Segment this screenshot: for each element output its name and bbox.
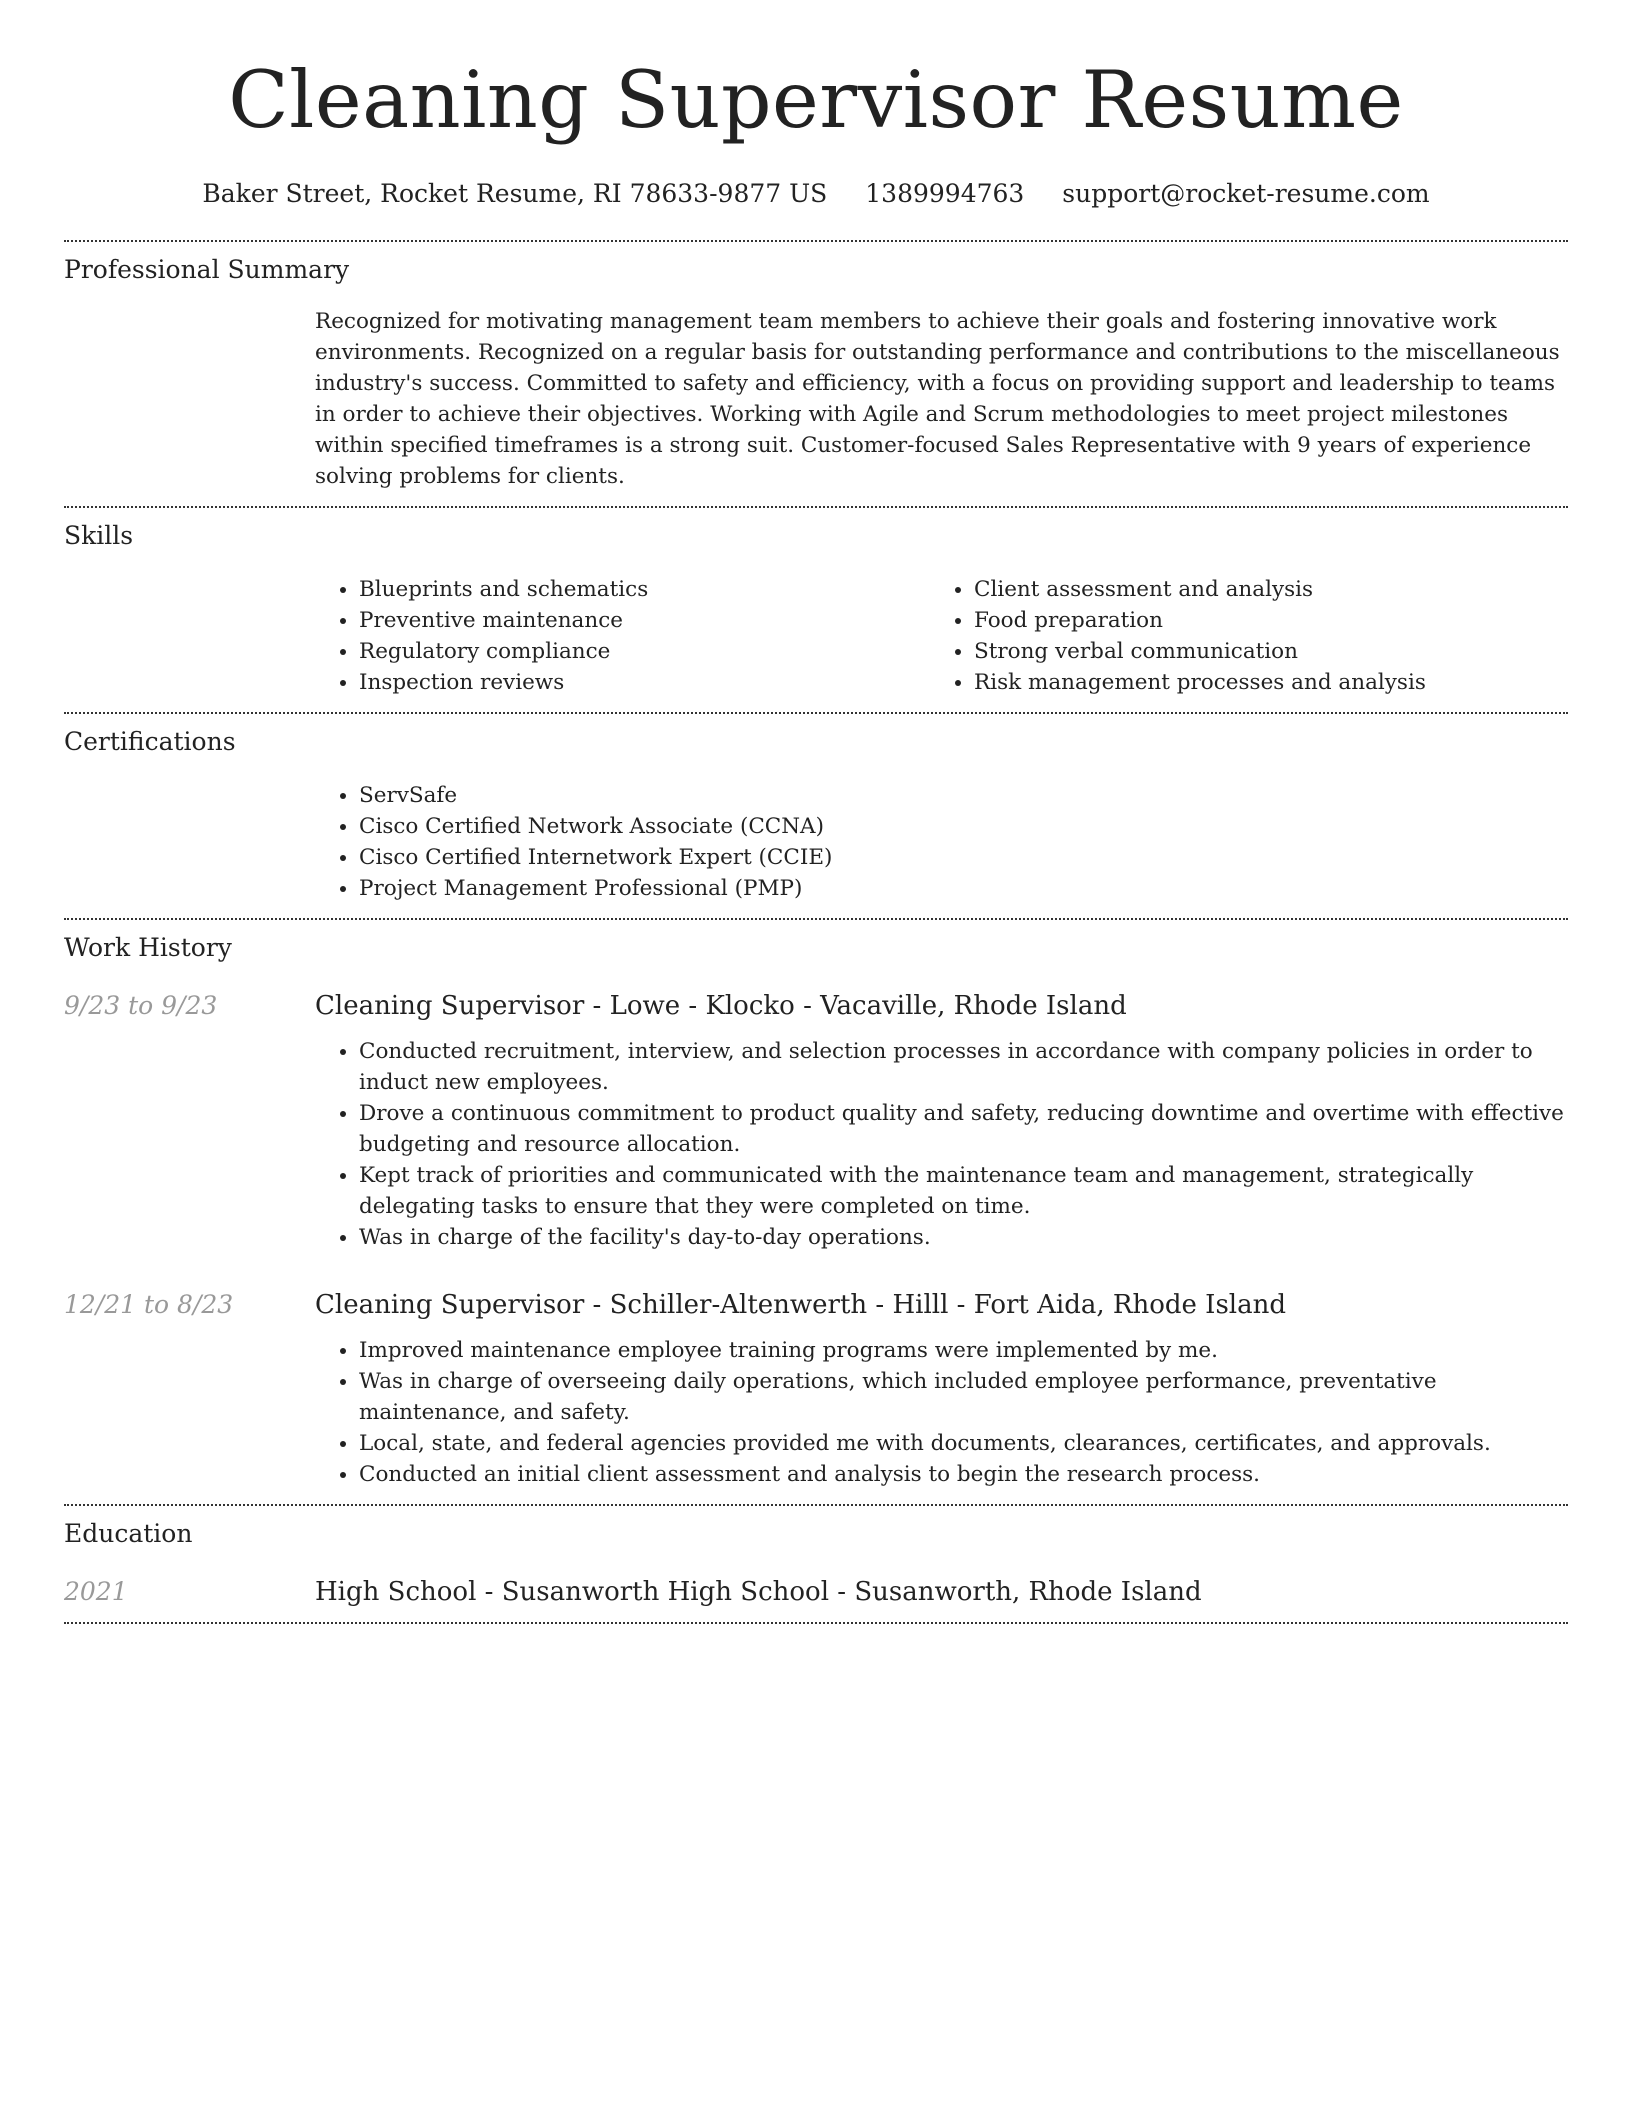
skill-item: • Preventive maintenance xyxy=(359,605,930,636)
skill-item: • Food preparation xyxy=(974,605,1545,636)
skills-grid xyxy=(315,574,1568,698)
resume-header xyxy=(64,0,1568,210)
summary-section xyxy=(64,242,1568,508)
skills-column-right xyxy=(930,574,1545,698)
summary-heading: Professional Summary xyxy=(64,255,350,284)
work-history-section xyxy=(64,920,1568,1506)
education-section xyxy=(64,1506,1568,1624)
job-entry xyxy=(64,990,1568,1253)
skills-heading: Skills xyxy=(64,521,134,550)
job-bullet: • Improved maintenance employee training programs were implemented by me. xyxy=(359,1335,1568,1366)
education-entry xyxy=(64,1576,1568,1608)
summary-text: Recognized for motivating management team members to achieve their goals and fostering innovative work environments. Recognized on a regular basis for outstanding performance and contributions to the miscellaneous industry's success. Committed to safety and efficiency, with a focus on providing support and leadership to teams in order to achieve their objectives. Working with Agile and Scrum methodologies to meet project milestones within specified timeframes is a strong suit. Customer-focused Sales Representative with 9 years of experience solving problems for clients. xyxy=(315,309,1560,489)
job-bullet: • Conducted recruitment, interview, and selection processes in accordance with company policies in order to induct new employees. xyxy=(359,1036,1568,1098)
contact-email: support@rocket-resume.com xyxy=(1062,179,1430,208)
contact-phone: 1389994763 xyxy=(865,179,1025,208)
education-year: 2021 xyxy=(64,1577,128,1606)
certifications-heading: Certifications xyxy=(64,727,236,756)
certification-item: • Cisco Certified Network Associate (CCNA) xyxy=(359,811,1568,842)
skills-column-left xyxy=(315,574,930,698)
education-degree: High School - Susanworth High School - Susanworth, Rhode Island xyxy=(315,1577,1202,1607)
certifications-list xyxy=(315,780,1568,904)
job-bullet: • Local, state, and federal agencies provided me with documents, clearances, certificates, and approvals. xyxy=(359,1428,1568,1459)
skill-item: • Client assessment and analysis xyxy=(974,574,1545,605)
work-history-heading: Work History xyxy=(64,933,232,962)
job-bullet: • Conducted an initial client assessment and analysis to begin the research process. xyxy=(359,1459,1568,1490)
job-bullet: • Kept track of priorities and communicated with the maintenance team and management, strategically delegating tasks to ensure that they were completed on time. xyxy=(359,1160,1568,1222)
job-bullet: • Was in charge of overseeing daily operations, which included employee performance, preventative maintenance, and safety. xyxy=(359,1366,1568,1428)
certification-item: • Project Management Professional (PMP) xyxy=(359,873,1568,904)
certifications-section xyxy=(64,714,1568,920)
job-dates: 9/23 to 9/23 xyxy=(64,991,218,1020)
resume-title: Cleaning Supervisor Resume xyxy=(228,54,1404,146)
education-heading: Education xyxy=(64,1519,193,1548)
skill-item: • Risk management processes and analysis xyxy=(974,667,1545,698)
skills-section xyxy=(64,508,1568,714)
job-bullets xyxy=(315,1335,1568,1490)
job-title: Cleaning Supervisor - Lowe - Klocko - Vacaville, Rhode Island xyxy=(315,991,1127,1021)
job-entry xyxy=(64,1289,1568,1490)
certification-item: • Cisco Certified Internetwork Expert (CCIE) xyxy=(359,842,1568,873)
skill-item: • Inspection reviews xyxy=(359,667,930,698)
job-bullet: • Was in charge of the facility's day-to-day operations. xyxy=(359,1222,1568,1253)
job-bullet: • Drove a continuous commitment to product quality and safety, reducing downtime and overtime with effective budgeting and resource allocation. xyxy=(359,1098,1568,1160)
certification-item: • ServSafe xyxy=(359,780,1568,811)
job-title: Cleaning Supervisor - Schiller-Altenwerth - Hilll - Fort Aida, Rhode Island xyxy=(315,1290,1287,1320)
skill-item: • Regulatory compliance xyxy=(359,636,930,667)
job-bullets xyxy=(315,1036,1568,1253)
contact-address: Baker Street, Rocket Resume, RI 78633-9877 US xyxy=(202,179,828,208)
skill-item: • Blueprints and schematics xyxy=(359,574,930,605)
contact-line xyxy=(64,178,1568,210)
job-dates: 12/21 to 8/23 xyxy=(64,1290,234,1319)
skill-item: • Strong verbal communication xyxy=(974,636,1545,667)
